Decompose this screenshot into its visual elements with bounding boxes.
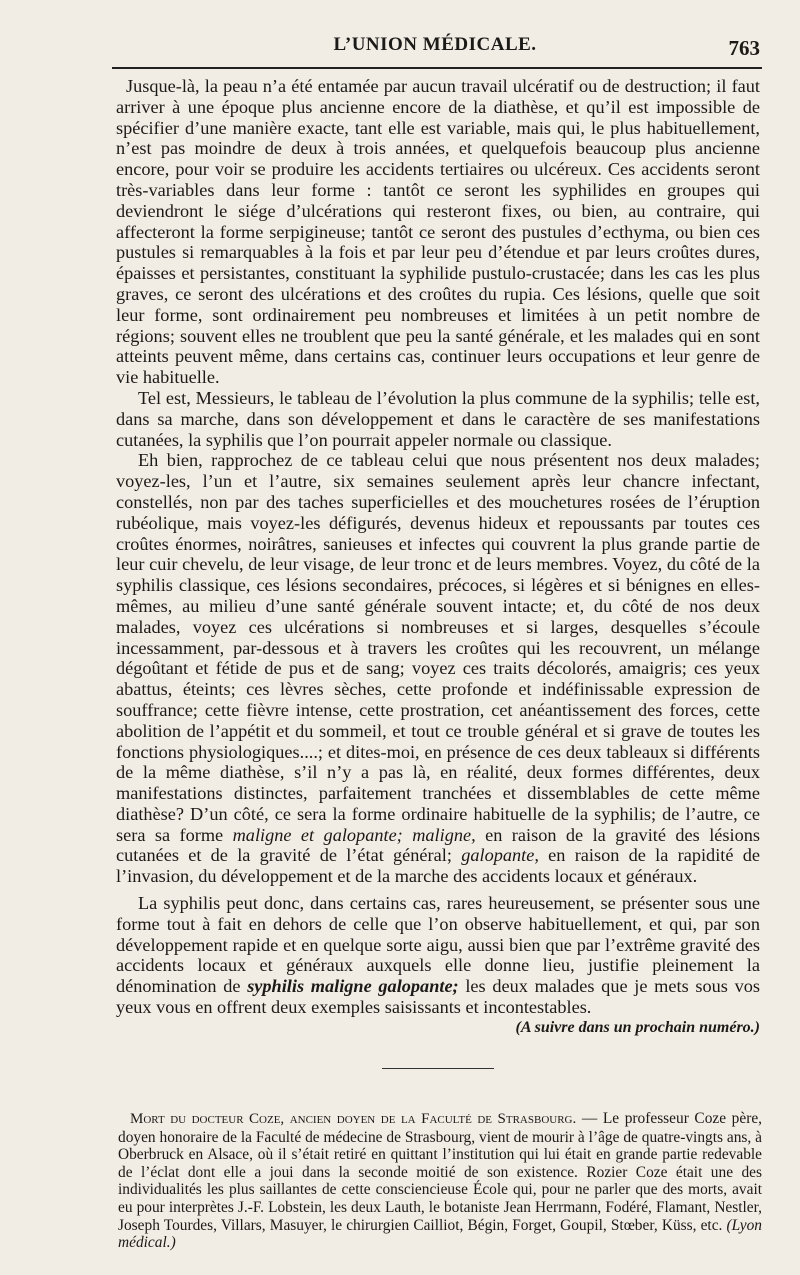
paragraph-1: Jusque-là, la peau n’a été entamée par aucun travail ulcératif ou de destruction; il faut arriver à une époque plus ancienne encore de la diathèse, et qu’il est impossible de spécifier d’une manière exacte, tant elle est variable, mais qui, le plus habituellement, n’est pas moindre de deux à trois années, et quelquefois beaucoup plus ancienne encore, pour voir se produire les accidents tertiaires ou ulcéreux. Ces accidents seront très-variables dans leur forme : tantôt ce seront les syphilides en groupes qui deviendront le siége d’ulcérations qui resteront fixes, ou bien, au contraire, qui affecteront la forme serpigineuse; tantôt ce seront des pustules d’ecthyma, ou bien ces pustules si remarquables à la fois et par leur peu d’étendue et par leurs croûtes dures, épaisses et persistantes, constituant la syphilide pustulo-crustacée; dans les cas les plus graves, ce seront des ulcérations et des croûtes du rupia. Ces lésions, quelle que soit leur forme, sont ordinairement peu nombreuses et limitées à un petit nombre de régions; souvent elles ne troublent que peu la santé générale, et les malades qui en sont atteints peuvent même, dans certains cas, continuer leurs occupations et leur genre de vie habituelle. <box>116 76 760 388</box>
paragraph-2: Tel est, Messieurs, le tableau de l’évolution la plus commune de la syphilis; telle est, dans sa marche, dans son développement et dans le caractère de ses manifestations cutanées, la syphilis que l’on pourrait appeler normale ou classique. <box>116 387 760 450</box>
obituary-paragraph <box>118 1110 762 1252</box>
to-be-continued-note: (A suivre dans un prochain numéro.) <box>515 1018 760 1036</box>
paragraph-3: Eh bien, rapprochez de ce tableau celui que nous présentent nos deux malades; voyez-les, l’un et l’autre, six semaines seulement après leur chancre infectant, constellés, non par des taches superficielles et des mouchetures rosées de l’éruption rubéolique, mais voyez-les défigurés, devenus hideux et repoussants par toutes ces croûtes énormes, noirâtres, sanieuses et infectes qui couvrent la plus grande partie de leur cuir chevelu, de leur visage, de leur tronc et de leurs membres. Voyez, du côté de la syphilis classique, ces lésions secondaires, précoces, si légères et si bénignes en elles-mêmes, au milieu d’une santé générale souvent intacte; et, du côté de nos deux malades, voyez ces ulcérations si nombreuses et si larges, desquelles s’écoule incessamment, par-dessous et à travers les croûtes qui les recouvrent, un mélange dégoûtant et fétide de pus et de sang; voyez ces traits décolorés, amaigris; ces yeux abattus, éteints; ces lèvres sèches, cette profonde et indéfinissable expression de souffrance; cette fièvre intense, cette prostration, cet anéantissement des forces, cette abolition de l’appétit et du sommeil, et tout ce trouble général et si grave de toutes les fonctions physiologiques....; et dites-moi, en présence de ces deux tableaux si différents de la même diathèse, s’il n’y a pas là, en réalité, deux formes différentes, deux manifestations distinctes, parfaitement tranchées et dissemblables de cette même diathèse? D’un côté, ce sera la forme ordinaire habituelle de la syphilis; de l’autre, ce sera sa forme maligne et galopante; maligne, en raison de la gravité des lésions cutanées et de la gravité de l’état général; galopante, en raison de la rapidité de l’invasion, du développement et de la marche des accidents locaux et généraux. <box>116 450 761 887</box>
running-title: L’UNION MÉDICALE. <box>333 34 537 55</box>
article-body <box>116 76 760 1039</box>
page-header <box>110 34 760 64</box>
obituary-heading: Mort du docteur Coze, ancien doyen de la Faculté de Strasbourg. <box>130 1111 577 1127</box>
emphasis-maligne: maligne, <box>412 824 476 845</box>
page-number: 763 <box>728 36 760 60</box>
paragraph-4: La syphilis peut donc, dans certains cas, rares heureusement, se présenter sous une forme tout à fait en dehors de celle que l’on observe habituellement, et qui, par son développement rapide et en quelque sorte aigu, aussi bien que par l’extrême gravité des accidents locaux et généraux auxquels elle donne lieu, justifie pleinement la dénomination de syphilis maligne galopante; les deux malades que je mets sous vos yeux vous en offrent deux exemples saisissants et incontestables. <box>116 893 760 1018</box>
emphasis-syphilis-maligne-galopante: syphilis maligne galopante; <box>247 976 459 997</box>
emphasis-galopante: galopante, <box>461 845 539 866</box>
obituary-source: (Lyon médical.) <box>118 1216 762 1252</box>
obituary-text: — Le professeur Coze père, doyen honoraire de la Faculté de médecine de Strasbourg, vient de mourir à l’âge de quatre-vingts ans, à Oberbruck en Alsace, où il s’était retiré en quittant l’institution qui lui était en grande partie redevable de l’éclat dont elle a joui dans la seconde moitié de son existence. Rozier Coze était une des individualités les plus saillantes de cette consciencieuse École qui, pour ne parler que des morts, avait eu pour interprètes J.-F. Lobstein, les deux Lauth, le botaniste Jean Herrmann, Fodéré, Flamant, Nestler, Joseph Tourdes, Villars, Masuyer, le chirurgien Cailliot, Bégin, Forget, Goupil, Stœber, Küss, etc. <box>118 1110 762 1234</box>
header-rule <box>112 67 762 69</box>
emphasis-maligne-galopante: maligne et galopante; <box>232 824 403 845</box>
obituary-notice <box>118 1110 762 1252</box>
section-separator <box>382 1068 494 1069</box>
